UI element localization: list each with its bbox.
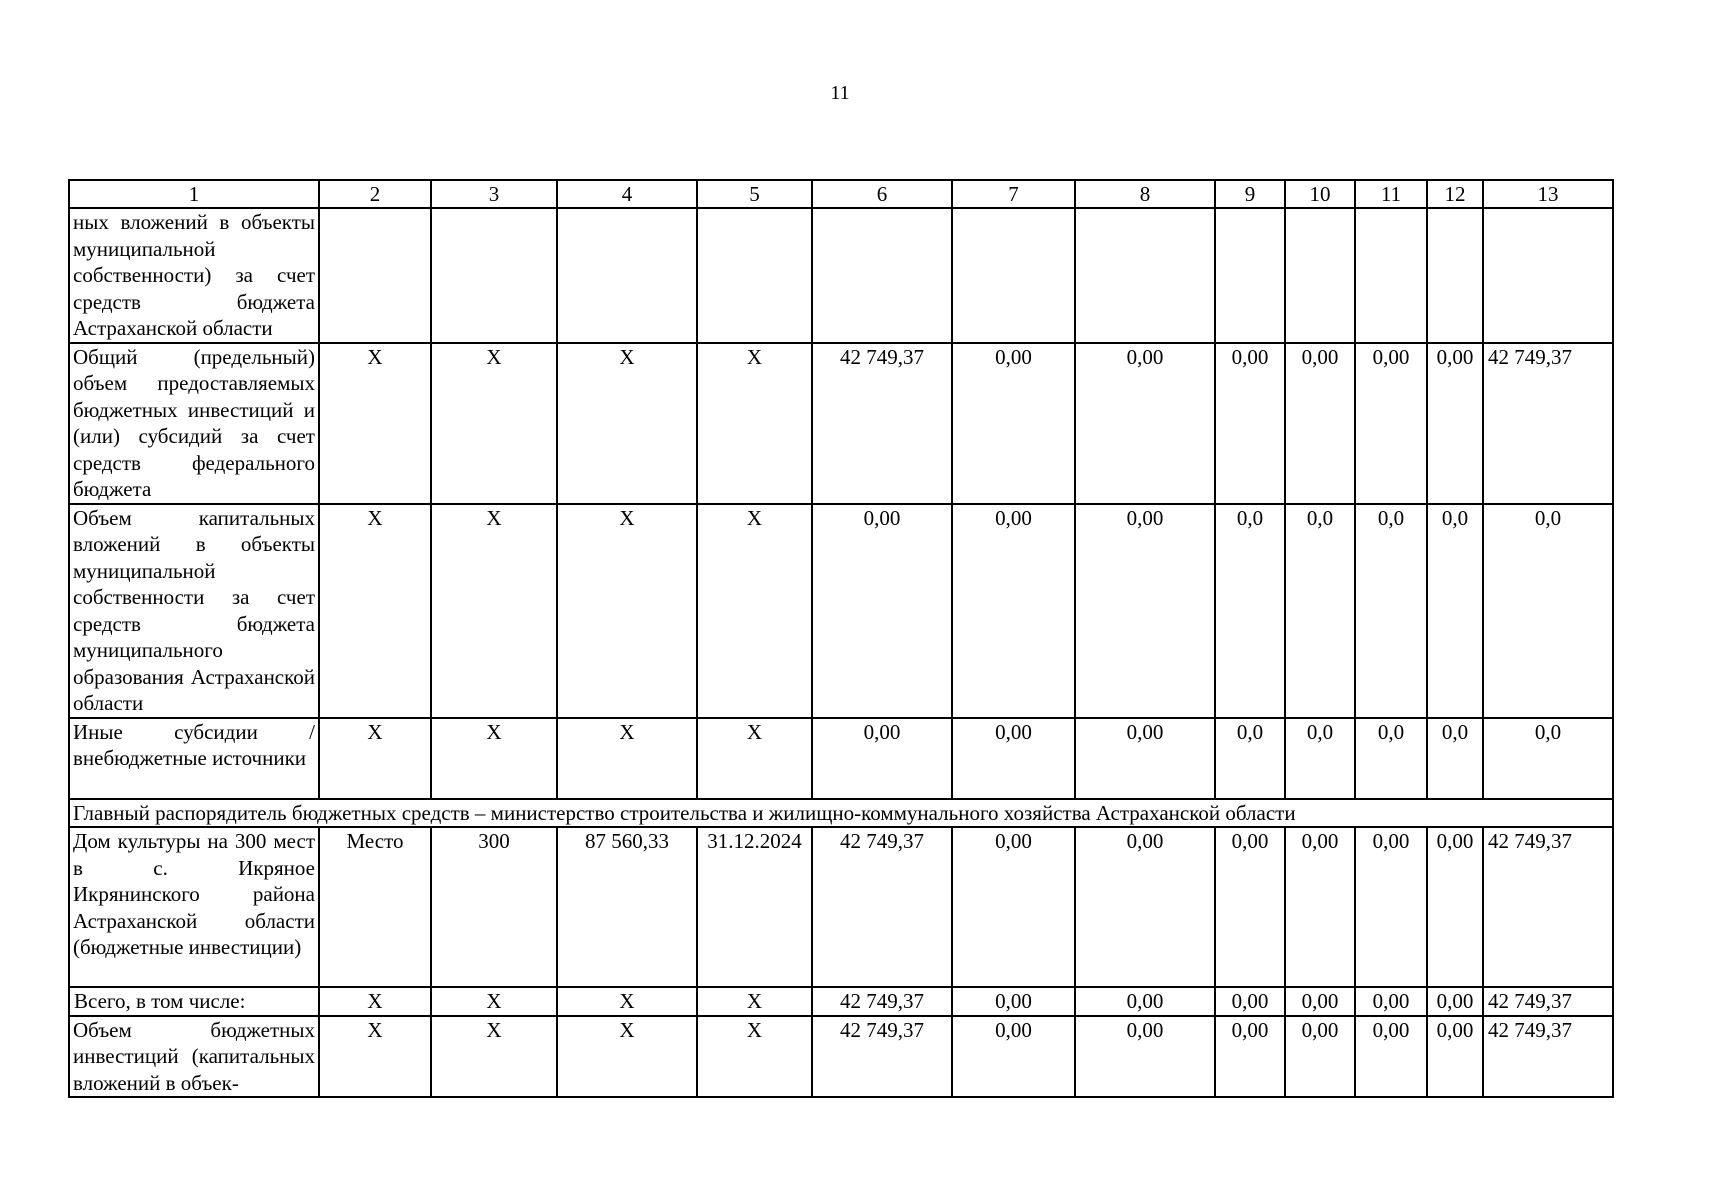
table-cell: 0,00: [1215, 827, 1285, 987]
table-cell: 42 749,37: [812, 987, 952, 1016]
table-cell: 0,00: [1075, 827, 1215, 987]
table-cell: [697, 208, 812, 343]
table-cell: 42 749,37: [812, 343, 952, 504]
table-cell: Х: [319, 343, 431, 504]
table-cell: Место: [319, 827, 431, 987]
table-cell: Х: [431, 504, 557, 718]
table-cell: [557, 208, 697, 343]
table-cell: 0,00: [1075, 343, 1215, 504]
table-cell: 0,00: [1285, 987, 1355, 1016]
header-cell: 5: [697, 180, 812, 208]
table-cell: 0,00: [1355, 827, 1427, 987]
table-cell: 0,0: [1355, 504, 1427, 718]
table-cell: Х: [431, 1016, 557, 1098]
table-cell: [319, 208, 431, 343]
table-cell: 42 749,37: [1483, 1016, 1613, 1098]
header-cell: 2: [319, 180, 431, 208]
table-cell: 0,00: [952, 504, 1075, 718]
table-cell: 0,0: [1427, 718, 1483, 799]
table-cell: 42 749,37: [1483, 343, 1613, 504]
table-cell: 0,00: [1427, 343, 1483, 504]
row-description: Объем капитальных вложений в объекты муниципальной собственности за счет средств бюджета муниципального образования Астраханской области: [69, 504, 319, 718]
table-cell: 0,00: [812, 504, 952, 718]
table-cell: [431, 208, 557, 343]
table-cell: [1215, 208, 1285, 343]
table-cell: [812, 208, 952, 343]
table-cell: 42 749,37: [812, 827, 952, 987]
table-row: [69, 343, 1613, 504]
table-cell: Х: [319, 718, 431, 799]
table-cell: 0,00: [812, 718, 952, 799]
table-cell: 0,00: [1355, 1016, 1427, 1098]
table-cell: 0,00: [1427, 1016, 1483, 1098]
table-cell: Х: [557, 1016, 697, 1098]
table-cell: 31.12.2024: [697, 827, 812, 987]
table-cell: 42 749,37: [812, 1016, 952, 1098]
table-cell: 0,00: [952, 827, 1075, 987]
table-cell: 0,00: [1075, 987, 1215, 1016]
table-cell: Х: [431, 343, 557, 504]
table-cell: 0,0: [1285, 504, 1355, 718]
table-cell: 0,00: [1355, 343, 1427, 504]
table-cell: 300: [431, 827, 557, 987]
table-cell: [1483, 208, 1613, 343]
table-header-row: [69, 180, 1613, 208]
header-cell: 13: [1483, 180, 1613, 208]
table-cell: 0,00: [1285, 343, 1355, 504]
table-cell: 42 749,37: [1483, 827, 1613, 987]
table-cell: 0,00: [1215, 987, 1285, 1016]
header-cell: 8: [1075, 180, 1215, 208]
header-cell: 11: [1355, 180, 1427, 208]
table-row: [69, 1016, 1613, 1098]
row-description: Иные субсидии / внебюджетные источники: [69, 718, 319, 799]
row-description: Объем бюджетных инвестиций (капитальных вложений в объек-: [69, 1016, 319, 1098]
table-cell: 0,00: [1075, 504, 1215, 718]
table-cell: [1285, 208, 1355, 343]
table-cell: Х: [557, 987, 697, 1016]
table-cell: Х: [697, 718, 812, 799]
table-cell: 0,00: [1285, 1016, 1355, 1098]
row-description: ных вложений в объекты муниципальной собственности) за счет средств бюджета Астраханской области: [69, 208, 319, 343]
table-cell: Х: [557, 718, 697, 799]
row-description: Всего, в том числе:: [69, 987, 319, 1016]
table-cell: Х: [319, 1016, 431, 1098]
table-row: [69, 208, 1613, 343]
table-cell: 0,00: [1215, 343, 1285, 504]
table-cell: 0,00: [1427, 987, 1483, 1016]
page-number: 11: [830, 82, 850, 104]
table-cell: 0,0: [1355, 718, 1427, 799]
table-row: [69, 718, 1613, 799]
row-description: Общий (предельный) объем предоставляемых бюджетных инвестиций и (или) субсидий за счет средств федерального бюджета: [69, 343, 319, 504]
table-row: [69, 504, 1613, 718]
table-cell: Х: [319, 987, 431, 1016]
table-cell: 0,00: [952, 718, 1075, 799]
table-cell: 0,00: [1427, 827, 1483, 987]
table-cell: 0,0: [1285, 718, 1355, 799]
table-cell: [952, 208, 1075, 343]
table-cell: 0,0: [1427, 504, 1483, 718]
table-cell: 0,00: [952, 987, 1075, 1016]
section-title: Главный распорядитель бюджетных средств – министерство строительства и жилищно-коммунального хозяйства Астраханской области: [69, 799, 1613, 828]
table-cell: 42 749,37: [1483, 987, 1613, 1016]
header-cell: 10: [1285, 180, 1355, 208]
table-cell: 0,0: [1483, 718, 1613, 799]
row-description: Дом культуры на 300 мест в с. Икряное Икрянинского района Астраханской области (бюджетные инвестиции): [69, 827, 319, 987]
header-cell: 7: [952, 180, 1075, 208]
table-cell: 0,0: [1483, 504, 1613, 718]
table-cell: 0,00: [1075, 1016, 1215, 1098]
budget-table: [68, 179, 1614, 1098]
header-cell: 3: [431, 180, 557, 208]
table-cell: [1075, 208, 1215, 343]
header-cell: 4: [557, 180, 697, 208]
table-cell: Х: [557, 504, 697, 718]
table-cell: Х: [697, 1016, 812, 1098]
header-cell: 6: [812, 180, 952, 208]
table-cell: 0,00: [952, 1016, 1075, 1098]
table-cell: Х: [697, 987, 812, 1016]
table-cell: Х: [319, 504, 431, 718]
table-cell: 0,00: [1285, 827, 1355, 987]
table-cell: 0,00: [1215, 1016, 1285, 1098]
table-cell: 0,0: [1215, 718, 1285, 799]
header-cell: 9: [1215, 180, 1285, 208]
table-cell: 0,00: [1075, 718, 1215, 799]
table-cell: 0,00: [1355, 987, 1427, 1016]
table-cell: 0,0: [1215, 504, 1285, 718]
table-cell: Х: [431, 718, 557, 799]
table-row: [69, 827, 1613, 987]
table-cell: Х: [431, 987, 557, 1016]
table-cell: 87 560,33: [557, 827, 697, 987]
table-cell: [1355, 208, 1427, 343]
table-cell: Х: [697, 504, 812, 718]
table-cell: [1427, 208, 1483, 343]
table-cell: Х: [557, 343, 697, 504]
header-cell: 12: [1427, 180, 1483, 208]
table-cell: Х: [697, 343, 812, 504]
section-row: [69, 799, 1613, 828]
header-cell: 1: [69, 180, 319, 208]
table-row: [69, 987, 1613, 1016]
table-cell: 0,00: [952, 343, 1075, 504]
